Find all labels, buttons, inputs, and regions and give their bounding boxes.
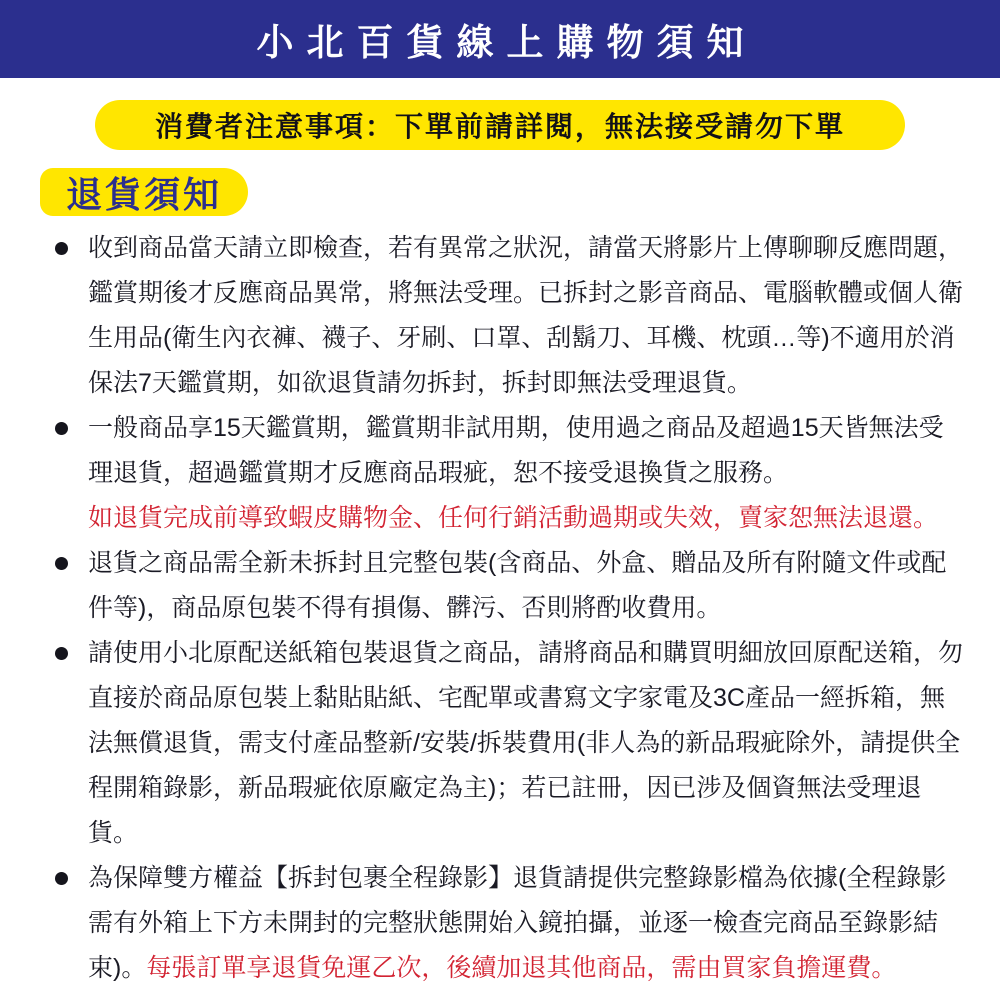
header-banner bbox=[0, 0, 1000, 78]
bullet-dot-icon bbox=[55, 872, 68, 885]
bullet-paragraph bbox=[88, 226, 965, 406]
bullet-paragraph bbox=[88, 631, 965, 856]
bullet-paragraph bbox=[88, 406, 965, 496]
page-title: 小北百貨線上購物須知 bbox=[256, 22, 757, 63]
return-policy-list bbox=[0, 226, 1000, 991]
notice-bar-text: 消費者注意事項：下單前請詳閱，無法接受請勿下單 bbox=[154, 111, 845, 142]
section-badge-label: 退貨須知 bbox=[66, 173, 223, 215]
bullet-item bbox=[55, 631, 965, 856]
body-text: 退貨之商品需全新未拆封且完整包裝(含商品、外盒、贈品及所有附隨文件或配件等)，商品原包裝不得有損傷、髒污、否則將酌收費用。 bbox=[88, 549, 947, 622]
body-text: 為保障雙方權益【拆封包裹全程錄影】退貨請提供完整錄影檔為依據(全程錄影需有外箱上下方未開封的完整狀態開始入鏡拍攝，並逐一檢查完商品至錄影結束)。 bbox=[88, 864, 947, 982]
bullet-item bbox=[55, 406, 965, 541]
bullet-paragraph bbox=[88, 856, 965, 991]
bullet-item bbox=[55, 541, 965, 631]
bullet-dot-icon bbox=[55, 557, 68, 570]
body-text: 一般商品享15天鑑賞期，鑑賞期非試用期，使用過之商品及超過15天皆無法受理退貨，超過鑑賞期才反應商品瑕疵，恕不接受退換貨之服務。 bbox=[88, 414, 944, 487]
bullet-dot-icon bbox=[55, 422, 68, 435]
bullet-dot-icon bbox=[55, 647, 68, 660]
warning-red-text: 如退貨完成前導致蝦皮購物金、任何行銷活動過期或失效，賣家恕無法退還。 bbox=[88, 504, 939, 532]
warning-red-text: 每張訂單享退貨免運乙次，後續加退其他商品，需由買家負擔運費。 bbox=[146, 954, 897, 982]
bullet-item bbox=[55, 226, 965, 406]
notice-bar bbox=[95, 100, 905, 150]
bullet-item bbox=[55, 856, 965, 991]
bullet-dot-icon bbox=[55, 242, 68, 255]
body-text: 收到商品當天請立即檢查，若有異常之狀況，請當天將影片上傳聊聊反應問題，鑑賞期後才反應商品異常，將無法受理。已拆封之影音商品、電腦軟體或個人衛生用品(衛生內衣褲、襪子、牙刷、口罩、刮鬍刀、耳機、枕頭…等)不適用於消保法7天鑑賞期，如欲退貨請勿拆封，拆封即無法受理退貨。 bbox=[88, 234, 964, 397]
bullet-paragraph bbox=[88, 541, 965, 631]
bullet-paragraph bbox=[88, 496, 965, 541]
section-badge-return-policy bbox=[40, 168, 248, 216]
body-text: 請使用小北原配送紙箱包裝退貨之商品，請將商品和購買明細放回原配送箱，勿直接於商品原包裝上黏貼貼紙、宅配單或書寫文字家電及3C產品一經拆箱，無法無償退貨，需支付產品整新/安裝/拆裝費用(非人為的新品瑕疵除外，請提供全程開箱錄影，新品瑕疵依原廠定為主)；若已註冊，因已涉及個資無法受理退貨。 bbox=[88, 639, 964, 847]
